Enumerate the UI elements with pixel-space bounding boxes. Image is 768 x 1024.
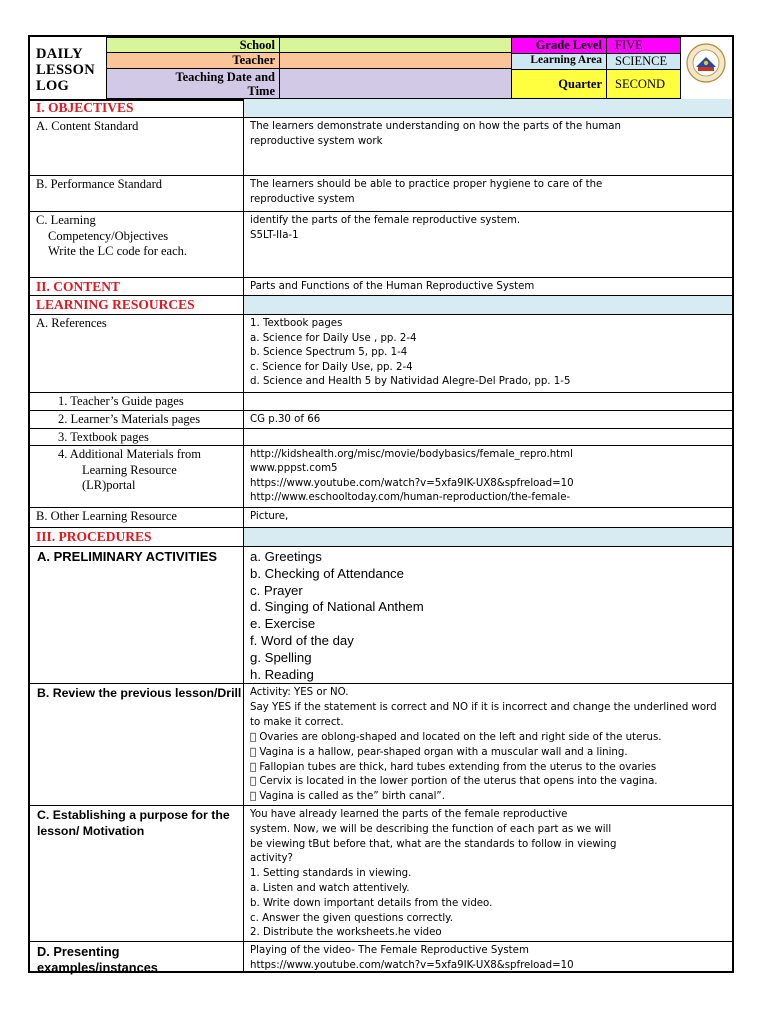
text-line: system. Now, we will be describing the function of each part as we will: [250, 823, 612, 835]
label-line: C. Establishing a purpose for the: [37, 808, 230, 822]
review-statement:   Vagina is called as the” birth canal”.: [250, 791, 445, 803]
title-line: LESSON: [36, 62, 96, 78]
resource-link[interactable]: http://www.eschooltoday.com/human-reproduction/the-female-: [250, 491, 571, 503]
text-line: b. Write down important details from the video.: [250, 897, 493, 909]
additional-materials-row: [30, 446, 732, 508]
text-line: be viewing tBut before that, what are the standards to follow in viewing: [250, 838, 617, 850]
preliminary-label: A. PRELIMINARY ACTIVITIES: [30, 547, 244, 683]
video-link[interactable]: https://www.youtube.com/watch?v=5xfa9IK-UX8&spfreload=10: [250, 959, 574, 971]
preliminary-item: f. Word of the day: [250, 632, 354, 648]
header: [30, 37, 732, 101]
teacher-field[interactable]: [279, 52, 512, 69]
additional-materials-label: [30, 446, 244, 507]
procedures-heading: III. PROCEDURES: [30, 528, 244, 546]
preliminary-row: [30, 547, 732, 684]
content-standard-label: A. Content Standard: [30, 118, 244, 175]
resources-heading: LEARNING RESOURCES: [30, 296, 244, 314]
motivation-row: [30, 806, 732, 942]
review-statement:   Vagina is a hallow, pear-shaped organ with a muscular wall and a lining.: [250, 746, 628, 758]
resources-heading-blank: [244, 296, 732, 314]
procedures-heading-row: [30, 528, 732, 547]
school-label: School: [106, 37, 280, 53]
text-line: Playing of the video- The Female Reproductive System: [250, 945, 529, 956]
text-line: Activity: YES or NO.: [250, 687, 349, 698]
label-line: Competency/Objectives: [48, 228, 169, 243]
review-label: B. Review the previous lesson/Drill: [30, 684, 244, 805]
quarter-label: Quarter: [511, 69, 607, 99]
label-line: Write the LC code for each.: [48, 244, 188, 258]
text-line: Say YES if the statement is correct and NO if it is incorrect and change the underlined word: [250, 701, 717, 713]
content-standard-text: [244, 118, 732, 175]
reference-item: b. Science Spectrum 5, pp. 1-4: [250, 347, 408, 359]
label-line: Learning Resource: [82, 462, 177, 477]
textbook-pages-label: 3. Textbook pages: [30, 429, 244, 445]
area-label: Learning Area: [511, 53, 607, 70]
text-line: c. Answer the given questions correctly.: [250, 912, 453, 924]
motivation-content: [244, 806, 732, 941]
text-line: a. Listen and watch attentively.: [250, 882, 410, 894]
references-row: [30, 315, 732, 393]
date-label: [106, 68, 280, 99]
presenting-label: D. Presenting examples/instances: [30, 942, 244, 973]
performance-standard-label: B. Performance Standard: [30, 176, 244, 211]
presenting-content: [244, 942, 732, 973]
reference-item: c. Science for Daily Use, pp. 2-4: [250, 361, 413, 373]
teacher-label: Teacher: [106, 52, 280, 69]
references-list: [244, 315, 732, 392]
text-line: identify the parts of the female reproductive system.: [250, 215, 521, 226]
tg-pages-label: 1. Teacher’s Guide pages: [30, 393, 244, 410]
text-line: activity?: [250, 853, 293, 865]
text-line: The learners demonstrate understanding on how the parts of the human: [250, 121, 622, 132]
objectives-heading: I. OBJECTIVES: [30, 99, 244, 117]
competency-label: [30, 212, 244, 277]
text-line: reproductive system work: [250, 135, 383, 147]
text-line: The learners should be able to practice proper hygiene to care of the: [250, 179, 603, 190]
title-line: LOG: [36, 78, 70, 94]
preliminary-item: h. Reading: [250, 666, 314, 682]
review-content: [244, 684, 732, 805]
references-label: A. References: [30, 315, 244, 392]
tg-pages-value: [244, 393, 732, 410]
daily-lesson-log: [28, 35, 734, 973]
performance-standard-row: [30, 176, 732, 212]
performance-standard-text: [244, 176, 732, 211]
review-row: [30, 684, 732, 806]
text-line: 2. Distribute the worksheets.he video: [250, 927, 442, 939]
other-resource-label: B. Other Learning Resource: [30, 508, 244, 527]
preliminary-item: c. Prayer: [250, 582, 303, 598]
lm-pages-value: CG p.30 of 66: [250, 414, 321, 425]
competency-row: [30, 212, 732, 278]
preliminary-item: g. Spelling: [250, 649, 312, 665]
grade-value: FIVE: [606, 37, 681, 54]
label-line: 4. Additional Materials from: [58, 447, 202, 461]
motivation-label: [30, 806, 244, 941]
tg-pages-row: [30, 393, 732, 411]
review-statement:   Ovaries are oblong-shaped and located on the left and right side of the uterus.: [250, 731, 662, 743]
review-statement:   Fallopian tubes are thick, hard tubes extending from the uterus to the ovaries: [250, 761, 657, 773]
preliminary-items: [244, 547, 732, 683]
label-line: lesson/ Motivation: [37, 823, 145, 838]
content-heading: II. CONTENT: [30, 278, 244, 295]
grade-label: Grade Level: [511, 37, 607, 54]
reference-item: 1. Textbook pages: [250, 318, 343, 329]
resource-link[interactable]: https://www.youtube.com/watch?v=5xfa9IK-UX8&spfreload=10: [250, 477, 574, 489]
date-label-line: Teaching Date and: [175, 70, 275, 84]
quarter-value: SECOND: [606, 69, 681, 99]
textbook-pages-value: [244, 429, 732, 445]
other-resource-value: Picture,: [250, 511, 289, 522]
lm-pages-row: [30, 411, 732, 429]
preliminary-item: b. Checking of Attendance: [250, 565, 404, 581]
textbook-pages-row: [30, 429, 732, 446]
resources-heading-row: [30, 296, 732, 315]
resource-link[interactable]: http://kidshealth.org/misc/movie/bodybasics/female_repro.html: [250, 449, 573, 460]
preliminary-item: a. Greetings: [250, 549, 322, 564]
additional-materials-links: [244, 446, 732, 507]
text-line: You have already learned the parts of the female reproductive: [250, 809, 568, 820]
preliminary-item: d. Singing of National Anthem: [250, 599, 424, 615]
reference-item: d. Science and Health 5 by Natividad Alegre-Del Prado, pp. 1-5: [250, 376, 571, 388]
resource-link[interactable]: www.pppst.com5: [250, 463, 338, 475]
content-standard-row: [30, 118, 732, 176]
label-line: C. Learning: [36, 213, 96, 227]
competency-text: [244, 212, 732, 277]
deped-seal-icon: [686, 43, 726, 83]
title-line: DAILY: [36, 46, 83, 62]
school-field[interactable]: [279, 37, 512, 53]
text-line: 1. Setting standards in viewing.: [250, 868, 412, 880]
date-label-line: Time: [247, 84, 275, 98]
procedures-heading-blank: [244, 528, 732, 546]
presenting-row: [30, 942, 732, 973]
text-line: reproductive system: [250, 193, 355, 205]
preliminary-item: e. Exercise: [250, 616, 316, 632]
dll-title: [36, 46, 110, 94]
date-field[interactable]: [279, 68, 512, 99]
text-line: to make it correct.: [250, 716, 344, 728]
objectives-heading-row: [30, 99, 732, 118]
review-statement:   Cervix is located in the lower portion of the uterus that opens into the vagina.: [250, 776, 658, 788]
content-row: [30, 278, 732, 296]
reference-item: a. Science for Daily Use , pp. 2-4: [250, 332, 417, 344]
content-text: Parts and Functions of the Human Reproductive System: [250, 281, 535, 292]
other-resource-row: [30, 508, 732, 528]
label-line: (LR)portal: [82, 478, 136, 492]
area-value: SCIENCE: [606, 53, 681, 70]
objectives-heading-blank: [244, 99, 732, 117]
lm-pages-label: 2. Learner’s Materials pages: [30, 411, 244, 428]
text-line: S5LT-IIa-1: [250, 229, 299, 241]
